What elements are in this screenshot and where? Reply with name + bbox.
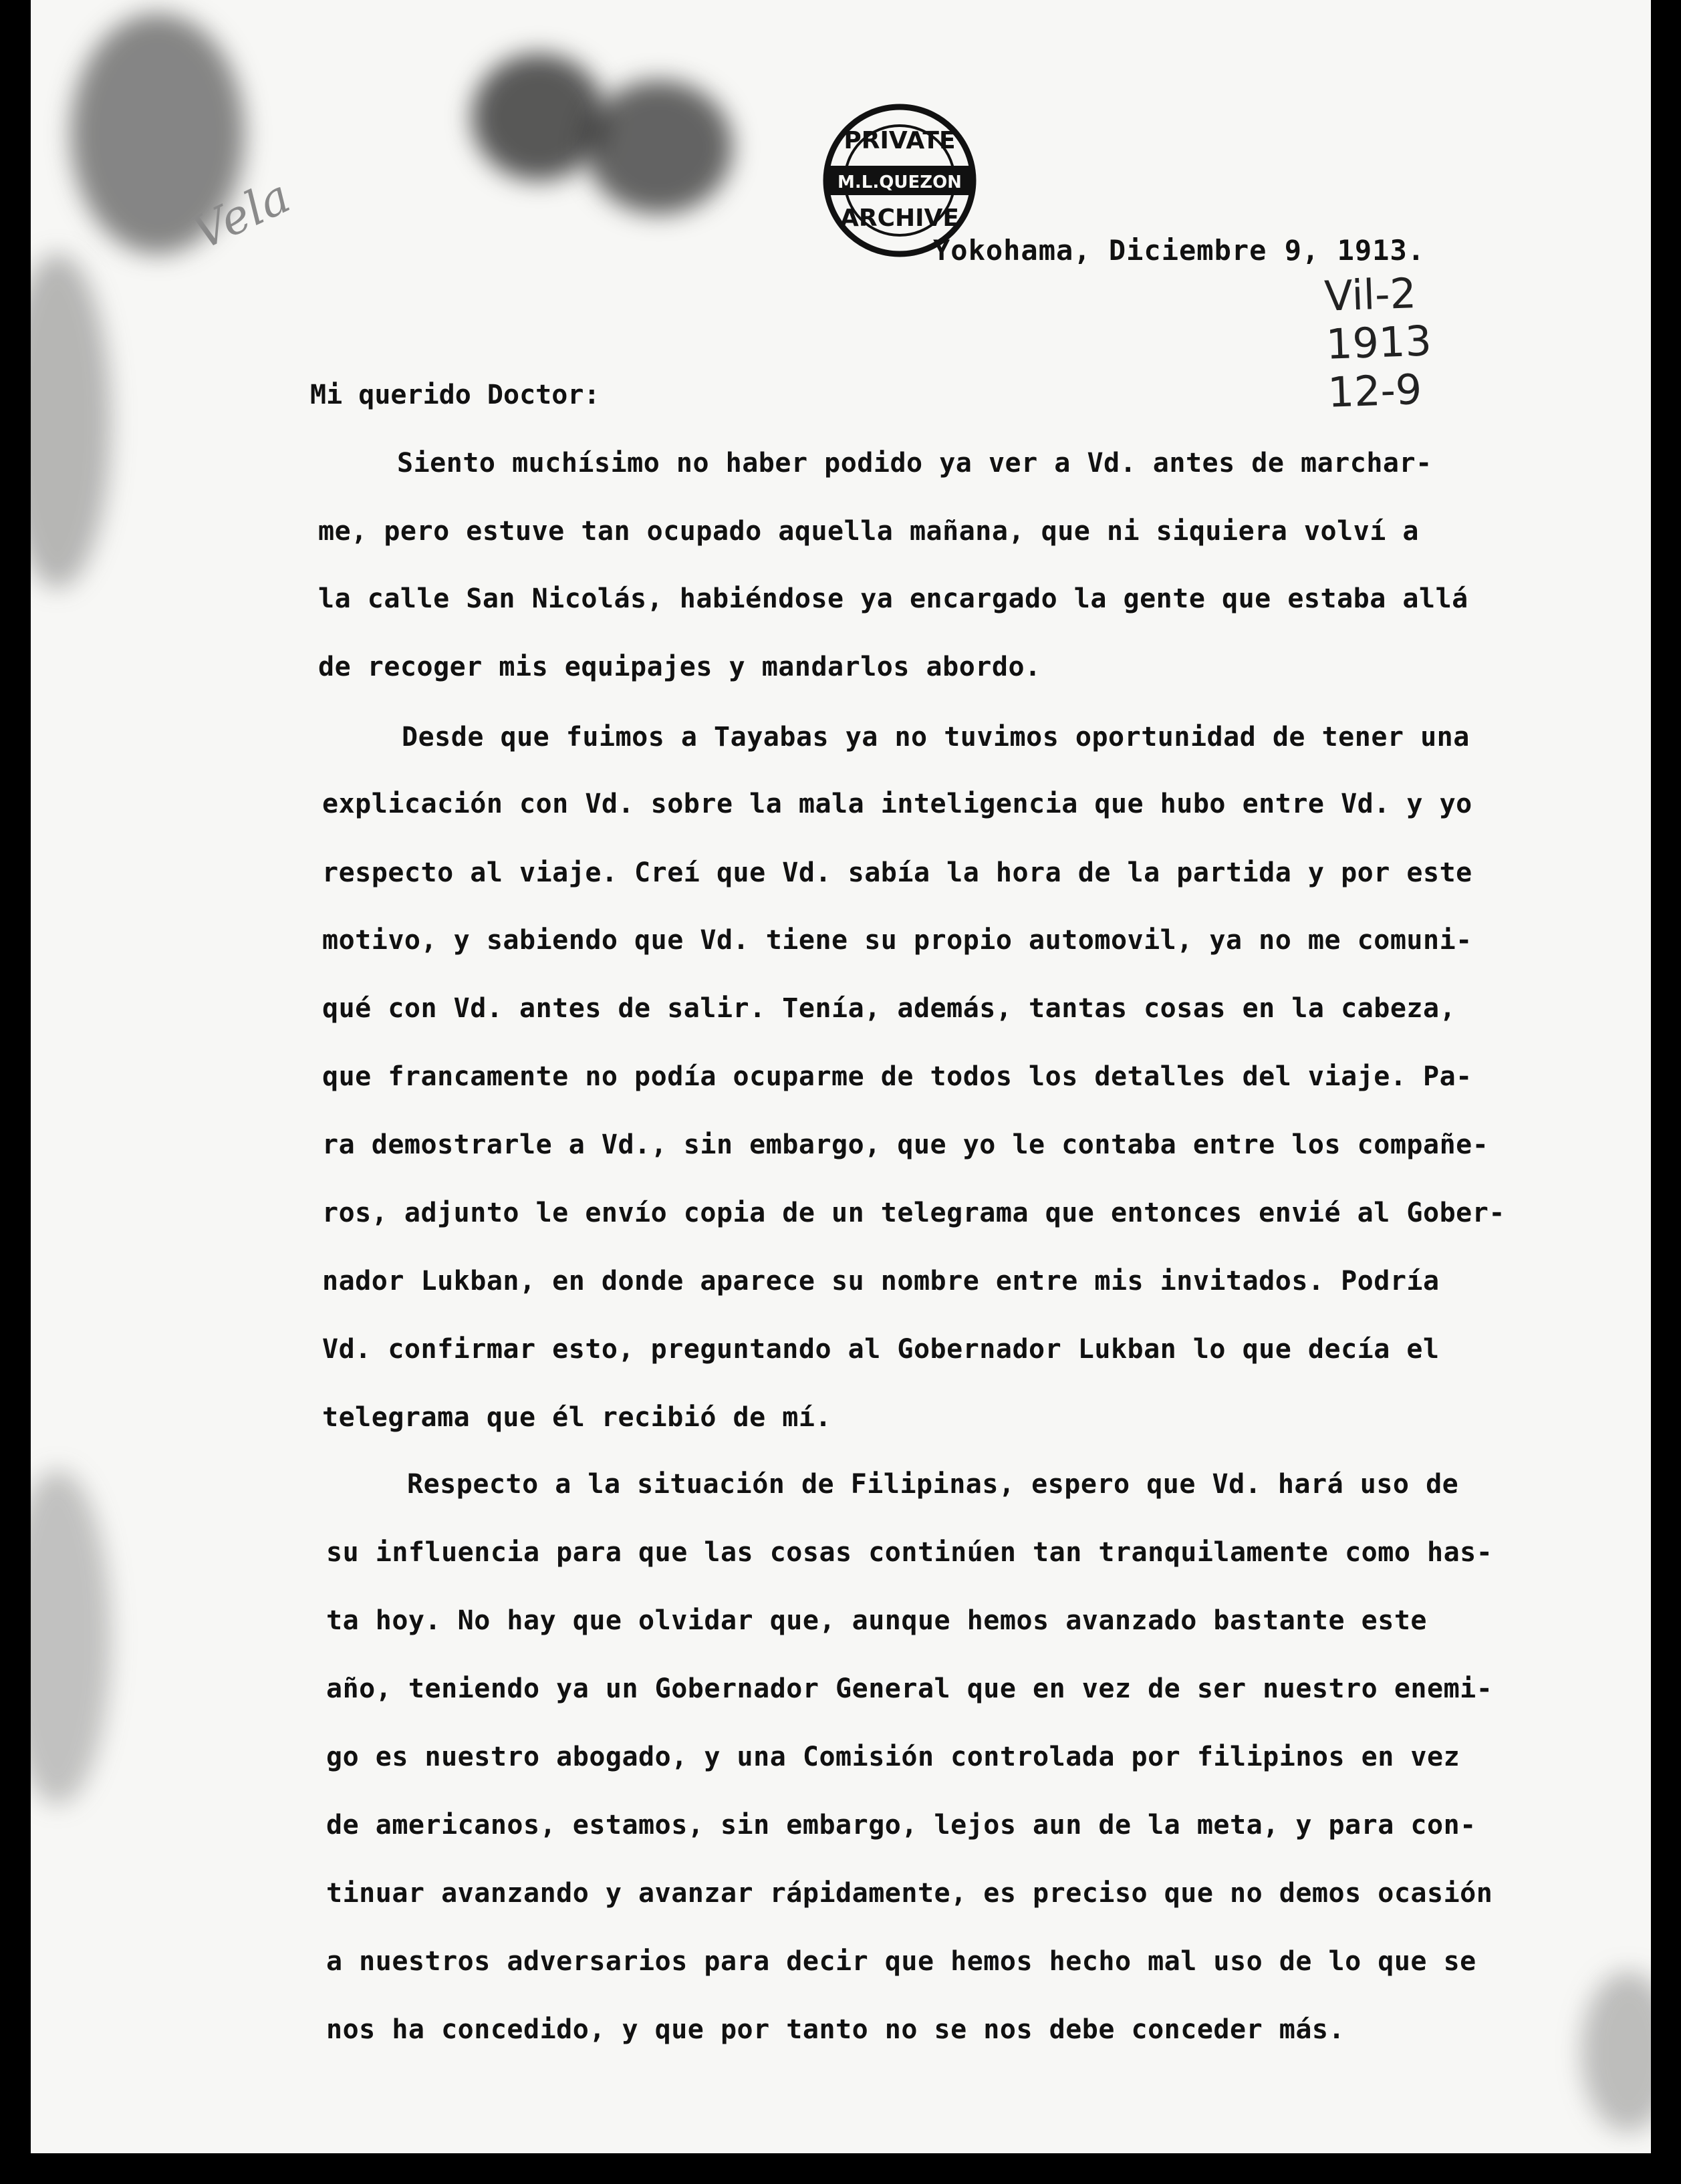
body-line: telegrama que él recibió de mí.: [322, 1402, 832, 1433]
salutation: Mi querido Doctor:: [310, 380, 600, 410]
body-line: motivo, y sabiendo que Vd. tiene su propio automovil, ya no me comuni-: [322, 925, 1472, 956]
stamp-top-text: PRIVATE: [844, 127, 956, 154]
letter-date: Yokohama, Diciembre 9, 1913.: [933, 234, 1426, 267]
body-line: nos ha concedido, y que por tanto no se nos debe conceder más.: [326, 2014, 1345, 2045]
body-line: año, teniendo ya un Gobernador General que en vez de ser nuestro enemi-: [326, 1673, 1493, 1704]
body-line: nador Lukban, en donde aparece su nombre entre mis invitados. Podría: [322, 1266, 1440, 1296]
body-line: de recoger mis equipajes y mandarlos abordo.: [318, 652, 1041, 682]
body-line: qué con Vd. antes de salir. Tenía, además, tantas cosas en la cabeza,: [322, 993, 1456, 1024]
ink-smudge: [31, 254, 111, 588]
body-line: tinuar avanzando y avanzar rápidamente, es preciso que no demos ocasión: [326, 1878, 1493, 1909]
annotation-line: Vil-2: [1323, 269, 1418, 321]
body-line: la calle San Nicolás, habiéndose ya encargado la gente que estaba allá: [318, 583, 1468, 614]
body-line: explicación con Vd. sobre la mala inteligencia que hubo entre Vd. y yo: [322, 789, 1472, 819]
stamp-bottom-text: ARCHIVE: [840, 204, 959, 232]
ink-smudge: [1581, 1971, 1651, 2132]
ink-smudge: [472, 53, 606, 180]
body-line: ros, adjunto le envío copia de un telegrama que entonces envié al Gober-: [322, 1198, 1505, 1228]
body-line: ra demostrarle a Vd., sin embargo, que yo le contaba entre los compañe-: [322, 1129, 1489, 1160]
stamp-middle-text: M.L.QUEZON: [837, 172, 962, 192]
margin-pencil-note: Vela: [184, 168, 299, 261]
body-line: me, pero estuve tan ocupado aquella mañana, que ni siquiera volví a: [318, 516, 1419, 547]
letter-page: [31, 0, 1651, 2153]
body-line: go es nuestro abogado, y una Comisión controlada por filipinos en vez: [326, 1742, 1460, 1772]
body-line: Vd. confirmar esto, preguntando al Gobernador Lukban lo que decía el: [322, 1334, 1440, 1365]
body-line: que francamente no podía ocuparme de todos los detalles del viaje. Pa-: [322, 1061, 1472, 1092]
body-line: respecto al viaje. Creí que Vd. sabía la hora de la partida y por este: [322, 857, 1472, 888]
body-line: Respecto a la situación de Filipinas, espero que Vd. hará uso de: [407, 1469, 1459, 1500]
body-line: Desde que fuimos a Tayabas ya no tuvimos oportunidad de tener una: [402, 722, 1470, 753]
ink-smudge: [586, 80, 733, 214]
body-line: a nuestros adversarios para decir que hemos hecho mal uso de lo que se: [326, 1946, 1476, 1977]
body-line: de americanos, estamos, sin embargo, lejos aun de la meta, y para con-: [326, 1810, 1476, 1840]
handwritten-annotation: [1323, 269, 1434, 416]
body-line: su influencia para que las cosas continúen tan tranquilamente como has-: [326, 1537, 1493, 1568]
body-line: ta hoy. No hay que olvidar que, aunque hemos avanzado bastante este: [326, 1605, 1427, 1636]
annotation-line: 1913: [1325, 316, 1433, 369]
body-line: Siento muchísimo no haber podido ya ver a Vd. antes de marchar-: [397, 448, 1432, 479]
ink-smudge: [31, 1470, 111, 1804]
annotation-line: 12-9: [1327, 364, 1423, 417]
